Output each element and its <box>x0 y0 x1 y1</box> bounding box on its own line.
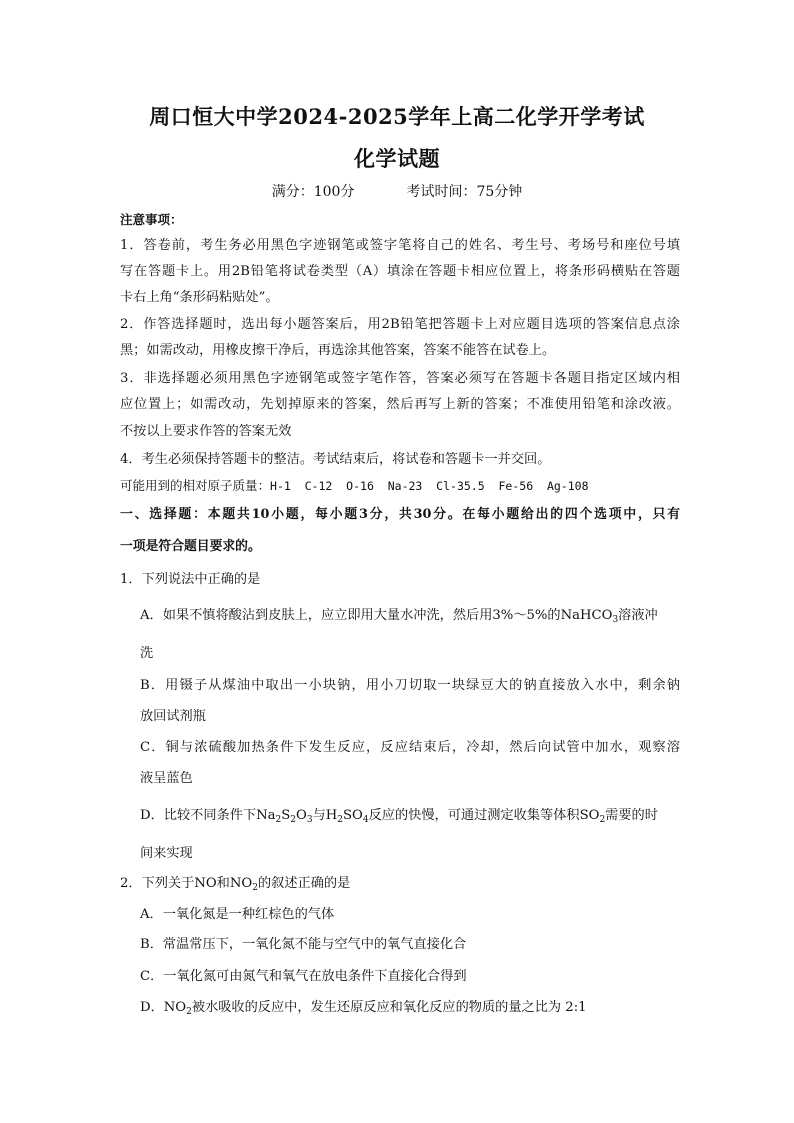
nahco3-formula: NaHCO <box>560 608 613 623</box>
note-2-line-2: 黑；如需改动，用橡皮擦干净后，再选涂其他答案，答案不能答在试卷上。 <box>120 343 556 358</box>
q1-option-d-text: D．比较不同条件下 <box>140 808 257 823</box>
q2-stem <box>120 873 680 895</box>
q1-option-a-line-1 <box>140 605 680 627</box>
formula-part: Na <box>256 808 276 823</box>
note-3-line-1: 3．非选择题必须用黑色字迹钢笔或签字笔作答，答案必须写在答题卡各题目指定区域内相 <box>120 371 680 386</box>
formula-part: SO <box>342 808 363 823</box>
section-heading-line-1: 一、选择题：本题共10小题，每小题3分，共30分。在每小题给出的四个选项中，只有 <box>120 507 680 522</box>
q2-option-d-text: D．NO <box>140 1000 187 1015</box>
full-score: 满分：100分 <box>271 184 355 200</box>
q1-option-c-line-2: 液呈蓝色 <box>140 771 193 786</box>
q2-option-d <box>140 997 680 1019</box>
q2-option-a: A．一氧化氮是一种红棕色的气体 <box>140 907 335 922</box>
note-3-line-3: 不按以上要求作答的答案无效 <box>120 424 292 439</box>
q1-option-b-line-2: 放回试剂瓶 <box>140 709 206 724</box>
q1-option-d-line-1 <box>140 805 680 827</box>
atomic-masses <box>120 475 680 497</box>
q1-option-c-line-1: C．铜与浓硫酸加热条件下发生反应，反应结束后，冷却，然后向试管中加水，观察溶 <box>140 740 680 755</box>
q2-option-b: B．常温常压下，一氧化氮不能与空气中的氧气直接化合 <box>140 937 467 952</box>
notes-heading: 注意事项： <box>120 212 183 227</box>
q1-option-a-text: A．如果不慎将酸沾到皮肤上，应立即用大量水冲洗，然后用3%～5%的 <box>140 608 561 623</box>
formula-subscript: 2 <box>186 1007 192 1017</box>
q1-option-d-text-end: 需要的时 <box>605 808 658 823</box>
q2-stem-text: 2．下列关于NO和NO <box>120 876 253 891</box>
q1-option-d-conj: 与 <box>312 808 326 823</box>
note-1-line-1: 1．答卷前，考生务必用黑色字迹钢笔或签字笔将自己的姓名、考生号、考场号和座位号填 <box>120 238 680 253</box>
note-4: 4．考生必须保持答题卡的整洁。考试结束后，将试卷和答题卡一并交回。 <box>120 452 551 467</box>
formula-subscript: 2 <box>290 815 296 825</box>
q1-stem: 1．下列说法中正确的是 <box>120 572 261 587</box>
formula-subscript: 3 <box>612 615 619 625</box>
exam-subtitle: 化学试题 <box>354 146 440 171</box>
formula-subscript: 4 <box>362 815 369 825</box>
section-heading-line-2: 一项是符合题目要求的。 <box>120 539 261 554</box>
exam-title: 周口恒大中学2024-2025学年上高二化学开学考试 <box>149 104 645 129</box>
atomic-masses-label: 可能用到的相对原子质量： <box>120 478 271 493</box>
note-2-line-1: 2．作答选择题时，选出每小题答案后，用2B铅笔把答题卡上对应题目选项的答案信息点涂 <box>120 317 680 332</box>
q2-option-d-text-end: 被水吸收的反应中，发生还原反应和氧化反应的物质的量之比为 2:1 <box>191 1000 587 1015</box>
atomic-masses-values: H-1 C-12 O-16 Na-23 Cl-35.5 Fe-56 Ag-108 <box>270 479 589 493</box>
note-3-line-2: 应位置上；如需改动，先划掉原来的答案，然后再写上新的答案；不准使用铅笔和涂改液。 <box>120 397 680 412</box>
q2-stem-text-end: 的叙述正确的是 <box>257 876 351 891</box>
formula-subscript: 3 <box>306 815 313 825</box>
exam-meta <box>0 181 794 203</box>
formula-subscript: 2 <box>337 815 343 825</box>
q1-option-a-line-2: 洗 <box>140 646 154 661</box>
formula-part: H <box>325 808 338 823</box>
formula-part: S <box>281 808 291 823</box>
formula-part: O <box>296 808 307 823</box>
q1-option-b-line-1: B．用镊子从煤油中取出一小块钠，用小刀切取一块绿豆大的钠直接放入水中，剩余钠 <box>140 678 680 693</box>
formula-subscript: 2 <box>275 815 282 825</box>
exam-time: 考试时间：75分钟 <box>406 184 523 200</box>
q2-option-c: C．一氧化氮可由氮气和氧气在放电条件下直接化合得到 <box>140 969 467 984</box>
formula-subscript: 2 <box>252 883 258 893</box>
q1-option-d-line-2: 间来实现 <box>140 846 193 861</box>
formula-part: SO <box>579 808 600 823</box>
formula-subscript: 2 <box>599 815 606 825</box>
q1-option-a-text-end: 溶液冲 <box>618 608 658 623</box>
note-1-line-2: 写在答题卡上。用2B铅笔将试卷类型（A）填涂在答题卡相应位置上，将条形码横贴在答题 <box>120 264 680 279</box>
q1-option-d-text-mid: 反应的快慢，可通过测定收集等体积 <box>368 808 580 823</box>
note-1-line-3: 卡右上角“条形码粘贴处”。 <box>120 290 279 305</box>
